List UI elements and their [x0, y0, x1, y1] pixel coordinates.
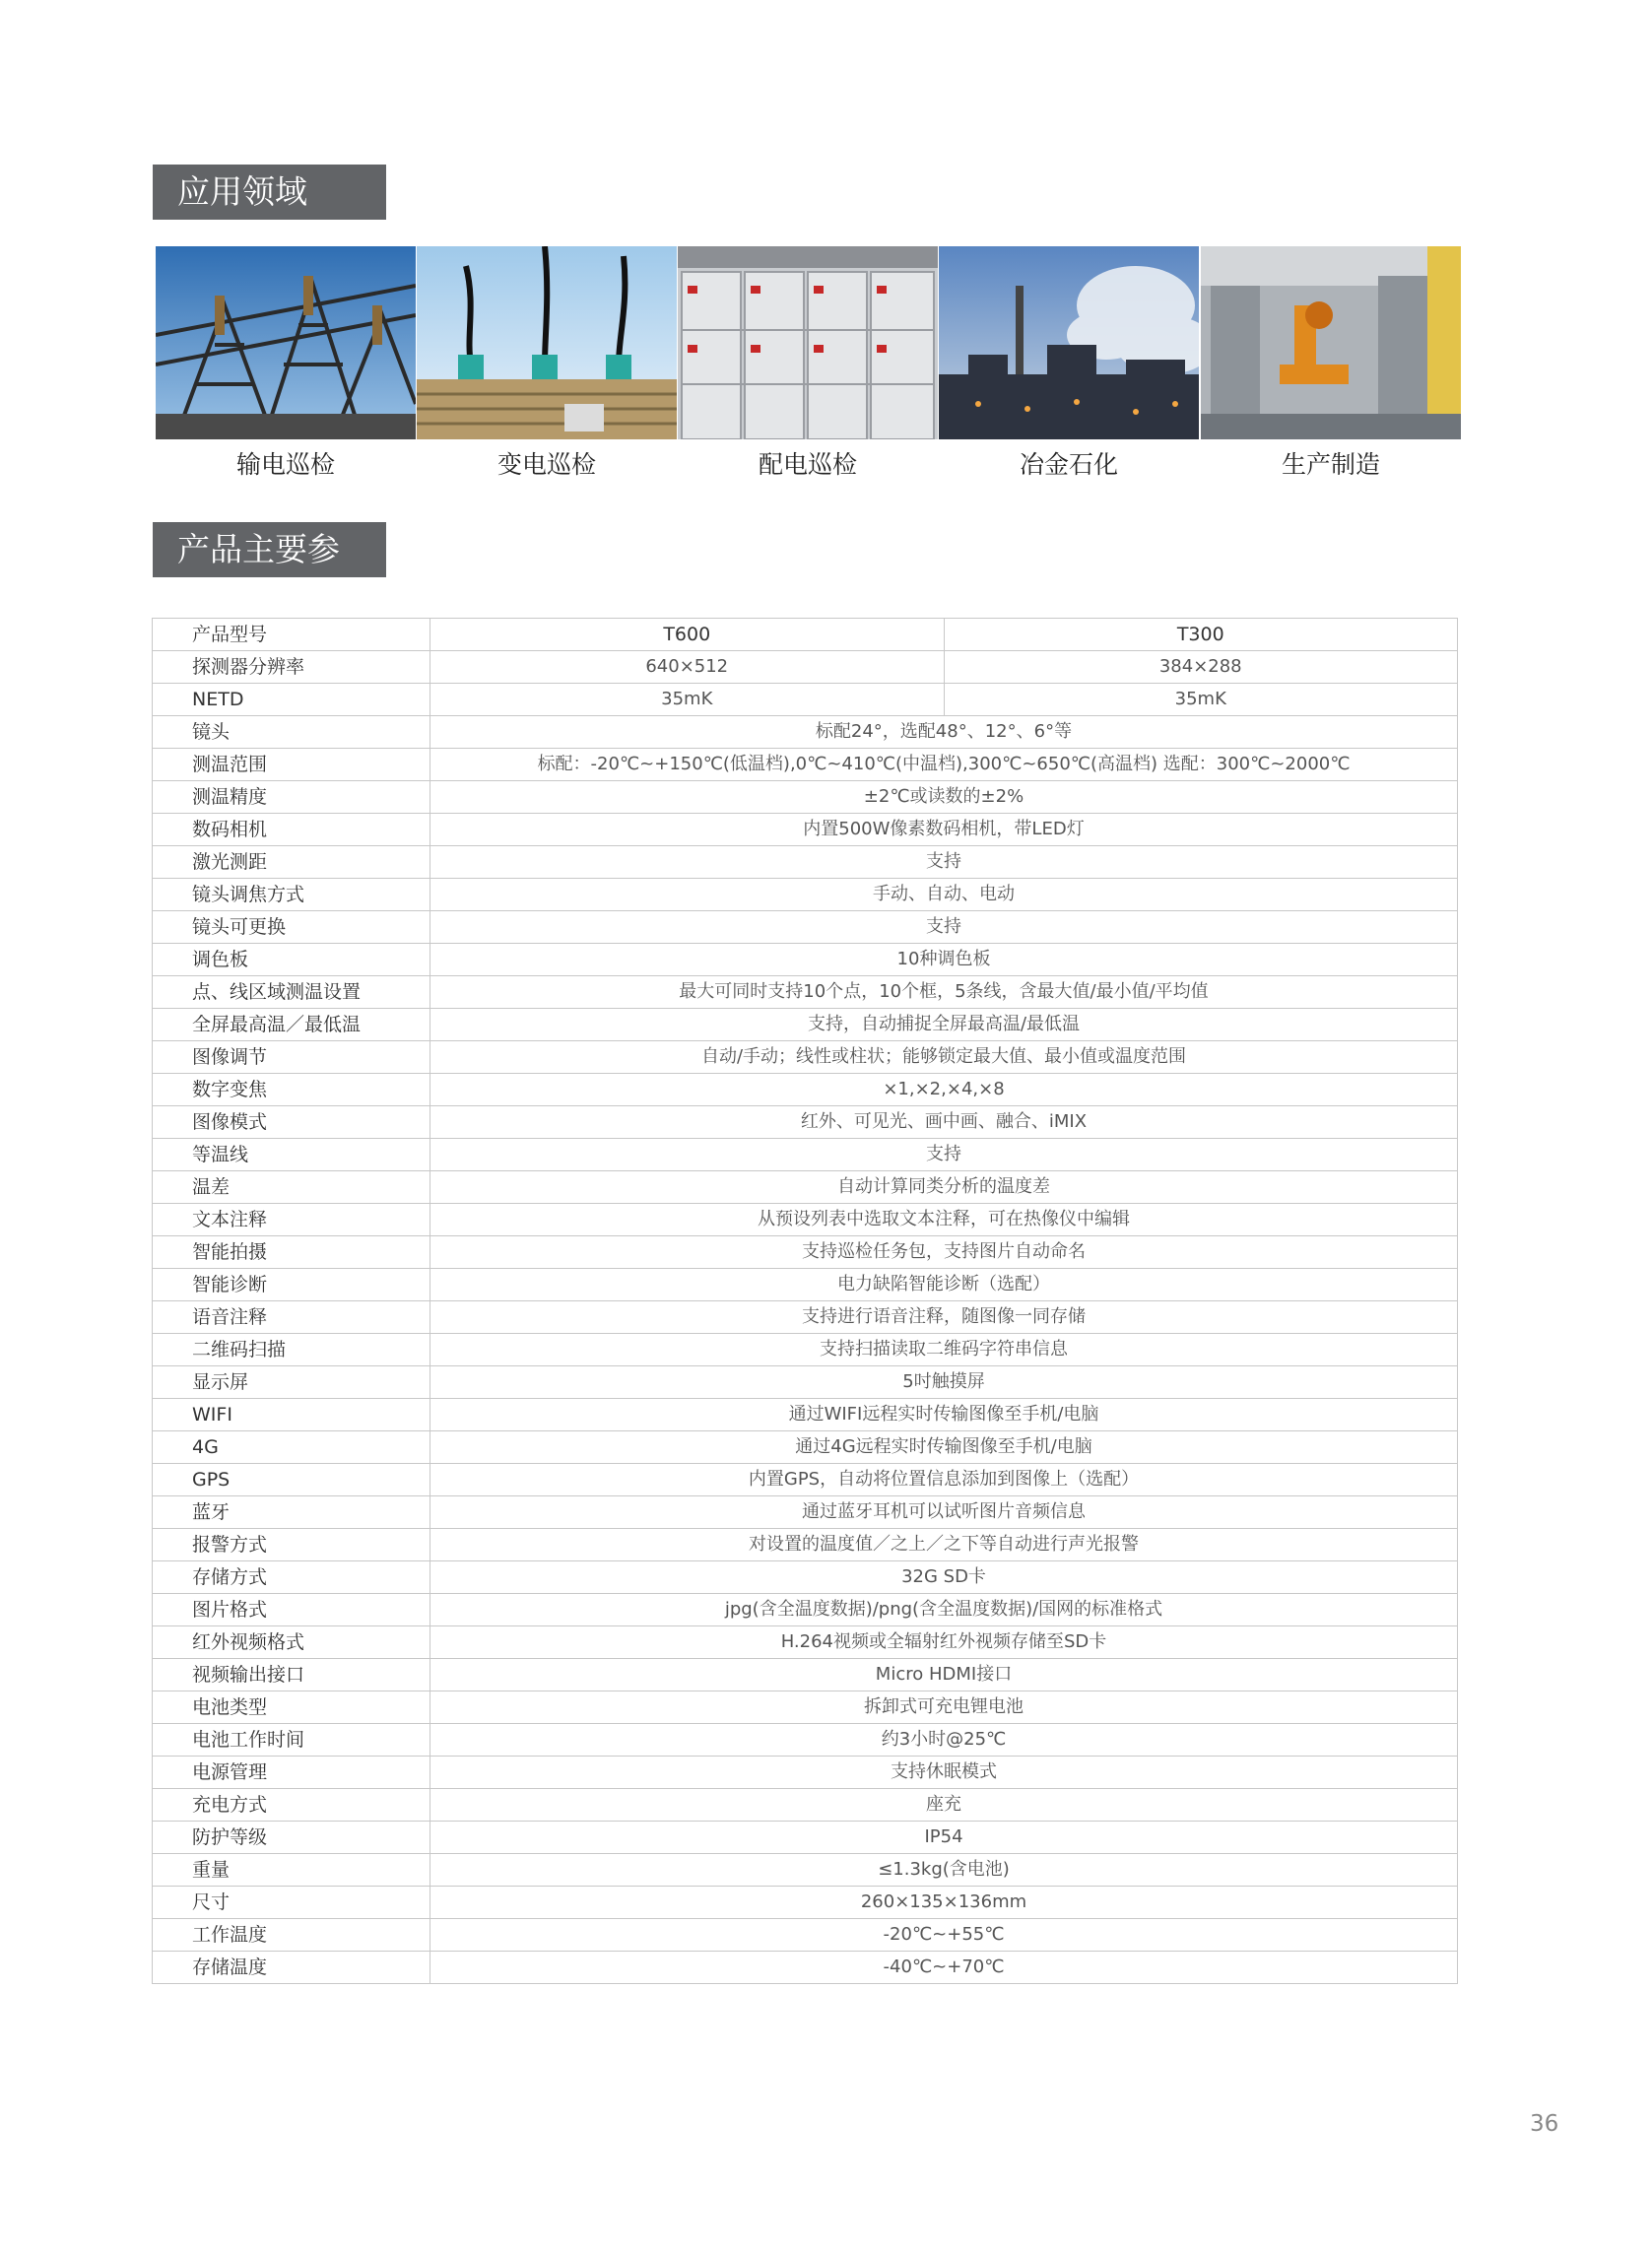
- model-t600: T600: [430, 619, 945, 651]
- table-row: [153, 879, 1458, 911]
- table-row: [153, 1236, 1458, 1269]
- param-name: 红外视频格式: [153, 1626, 430, 1659]
- param-name: 文本注释: [153, 1204, 430, 1236]
- param-name: 电池类型: [153, 1691, 430, 1724]
- param-value-t600: 640×512: [430, 651, 945, 684]
- param-name: 4G: [153, 1431, 430, 1464]
- param-value: 支持巡检任务包，支持图片自动命名: [430, 1236, 1458, 1269]
- table-row: [153, 1399, 1458, 1431]
- param-value: IP54: [430, 1822, 1458, 1854]
- param-value: 最大可同时支持10个点，10个框，5条线，含最大值/最小值/平均值: [430, 976, 1458, 1009]
- table-row: [153, 1366, 1458, 1399]
- param-value-t300: 384×288: [944, 651, 1458, 684]
- param-value: 拆卸式可充电锂电池: [430, 1691, 1458, 1724]
- table-row: [153, 716, 1458, 749]
- param-value: 通过WIFI远程实时传输图像至手机/电脑: [430, 1399, 1458, 1431]
- table-row: [153, 1626, 1458, 1659]
- param-name: 电池工作时间: [153, 1724, 430, 1757]
- param-value: 内置500W像素数码相机，带LED灯: [430, 814, 1458, 846]
- table-row: [153, 1009, 1458, 1041]
- application-label: 生产制造: [1281, 450, 1380, 479]
- param-name: 智能拍摄: [153, 1236, 430, 1269]
- param-value: 10种调色板: [430, 944, 1458, 976]
- param-name: WIFI: [153, 1399, 430, 1431]
- param-name: 数字变焦: [153, 1074, 430, 1106]
- application-item-distribution: [678, 246, 938, 488]
- param-name: 镜头可更换: [153, 911, 430, 944]
- metallurgy-petrochemical-photo: [939, 246, 1199, 439]
- param-name: 蓝牙: [153, 1496, 430, 1529]
- param-name: GPS: [153, 1464, 430, 1496]
- manufacturing-photo: [1201, 246, 1461, 439]
- model-t300: T300: [944, 619, 1458, 651]
- table-row: [153, 1952, 1458, 1984]
- applications-section-title: 应用领域: [153, 165, 386, 220]
- table-row: [153, 1919, 1458, 1952]
- param-name: 存储温度: [153, 1952, 430, 1984]
- applications-gallery: [156, 246, 1461, 488]
- table-row: [153, 976, 1458, 1009]
- substation-inspection-photo: [417, 246, 677, 439]
- param-name: 防护等级: [153, 1822, 430, 1854]
- application-item-substation: [417, 246, 677, 488]
- table-row: [153, 749, 1458, 781]
- param-name: 温差: [153, 1171, 430, 1204]
- table-row: [153, 1724, 1458, 1757]
- table-row: [153, 1301, 1458, 1334]
- param-name: 点、线区域测温设置: [153, 976, 430, 1009]
- transmission-inspection-photo: [156, 246, 416, 439]
- application-item-metallurgy: [939, 246, 1199, 488]
- param-value: 对设置的温度值／之上／之下等自动进行声光报警: [430, 1529, 1458, 1561]
- application-label: 输电巡检: [235, 450, 335, 479]
- param-name: 镜头: [153, 716, 430, 749]
- param-name: 语音注释: [153, 1301, 430, 1334]
- application-label: 配电巡检: [758, 450, 857, 479]
- param-value-t600: 35mK: [430, 684, 945, 716]
- param-value: 座充: [430, 1789, 1458, 1822]
- table-row: [153, 814, 1458, 846]
- param-value: 支持休眠模式: [430, 1757, 1458, 1789]
- param-name: 重量: [153, 1854, 430, 1887]
- param-value: 支持: [430, 1139, 1458, 1171]
- param-value: 电力缺陷智能诊断（选配）: [430, 1269, 1458, 1301]
- param-value: 32G SD卡: [430, 1561, 1458, 1594]
- param-value-t300: 35mK: [944, 684, 1458, 716]
- param-name: 全屏最高温／最低温: [153, 1009, 430, 1041]
- param-name: 充电方式: [153, 1789, 430, 1822]
- param-name: 镜头调焦方式: [153, 879, 430, 911]
- application-item-transmission: [156, 246, 416, 488]
- table-row: [153, 1757, 1458, 1789]
- param-name: 智能诊断: [153, 1269, 430, 1301]
- table-row: [153, 846, 1458, 879]
- table-row: [153, 619, 1458, 651]
- table-row: [153, 1269, 1458, 1301]
- application-label: 冶金石化: [1019, 450, 1118, 479]
- param-value: H.264视频或全辐射红外视频存储至SD卡: [430, 1626, 1458, 1659]
- param-name: 图像模式: [153, 1106, 430, 1139]
- param-value: Micro HDMI接口: [430, 1659, 1458, 1691]
- table-row: [153, 1594, 1458, 1626]
- table-row: [153, 1822, 1458, 1854]
- table-row: [153, 1691, 1458, 1724]
- param-name: 二维码扫描: [153, 1334, 430, 1366]
- table-row: [153, 1561, 1458, 1594]
- param-value: 支持扫描读取二维码字符串信息: [430, 1334, 1458, 1366]
- param-value: 5吋触摸屏: [430, 1366, 1458, 1399]
- param-value: 内置GPS，自动将位置信息添加到图像上（选配）: [430, 1464, 1458, 1496]
- param-value: 通过蓝牙耳机可以试听图片音频信息: [430, 1496, 1458, 1529]
- table-row: [153, 651, 1458, 684]
- param-name: 探测器分辨率: [153, 651, 430, 684]
- param-name: 报警方式: [153, 1529, 430, 1561]
- param-name: 视频输出接口: [153, 1659, 430, 1691]
- param-value: 手动、自动、电动: [430, 879, 1458, 911]
- param-name: 调色板: [153, 944, 430, 976]
- distribution-inspection-photo: [678, 246, 938, 439]
- application-item-manufacturing: [1201, 246, 1461, 488]
- param-value: 支持: [430, 846, 1458, 879]
- table-row: [153, 1789, 1458, 1822]
- param-value: 支持进行语音注释，随图像一同存储: [430, 1301, 1458, 1334]
- param-value: 约3小时@25℃: [430, 1724, 1458, 1757]
- table-row: [153, 1139, 1458, 1171]
- param-value: 标配24°，选配48°、12°、6°等: [430, 716, 1458, 749]
- param-name: 电源管理: [153, 1757, 430, 1789]
- param-value: jpg(含全温度数据)/png(含全温度数据)/国网的标准格式: [430, 1594, 1458, 1626]
- params-section-title: 产品主要参数: [153, 522, 386, 577]
- param-name: 显示屏: [153, 1366, 430, 1399]
- param-name: 测温精度: [153, 781, 430, 814]
- param-value: ±2℃或读数的±2%: [430, 781, 1458, 814]
- param-value: 支持，自动捕捉全屏最高温/最低温: [430, 1009, 1458, 1041]
- param-value: 自动计算同类分析的温度差: [430, 1171, 1458, 1204]
- table-row: [153, 1659, 1458, 1691]
- param-value: 从预设列表中选取文本注释，可在热像仪中编辑: [430, 1204, 1458, 1236]
- param-name: 图像调节: [153, 1041, 430, 1074]
- table-row: [153, 1041, 1458, 1074]
- table-row: [153, 911, 1458, 944]
- param-name: NETD: [153, 684, 430, 716]
- table-row: [153, 1887, 1458, 1919]
- table-row: [153, 1106, 1458, 1139]
- table-row: [153, 781, 1458, 814]
- param-name: 存储方式: [153, 1561, 430, 1594]
- param-name: 产品型号: [153, 619, 430, 651]
- param-value: 红外、可见光、画中画、融合、iMIX: [430, 1106, 1458, 1139]
- param-name: 图片格式: [153, 1594, 430, 1626]
- table-row: [153, 1171, 1458, 1204]
- param-value: -20℃~+55℃: [430, 1919, 1458, 1952]
- param-name: 数码相机: [153, 814, 430, 846]
- table-row: [153, 1204, 1458, 1236]
- param-value: ≤1.3kg(含电池): [430, 1854, 1458, 1887]
- param-value: ×1,×2,×4,×8: [430, 1074, 1458, 1106]
- table-row: [153, 1074, 1458, 1106]
- table-row: [153, 1431, 1458, 1464]
- param-value: 通过4G远程实时传输图像至手机/电脑: [430, 1431, 1458, 1464]
- param-value: 自动/手动；线性或柱状；能够锁定最大值、最小值或温度范围: [430, 1041, 1458, 1074]
- param-name: 激光测距: [153, 846, 430, 879]
- table-row: [153, 1464, 1458, 1496]
- table-row: [153, 1496, 1458, 1529]
- page-number: 36: [1530, 2111, 1559, 2137]
- param-value: -40℃~+70℃: [430, 1952, 1458, 1984]
- param-name: 等温线: [153, 1139, 430, 1171]
- table-row: [153, 1529, 1458, 1561]
- param-name: 测温范围: [153, 749, 430, 781]
- param-name: 工作温度: [153, 1919, 430, 1952]
- application-label: 变电巡检: [496, 450, 596, 479]
- table-row: [153, 944, 1458, 976]
- table-row: [153, 1854, 1458, 1887]
- param-name: 尺寸: [153, 1887, 430, 1919]
- param-value: 支持: [430, 911, 1458, 944]
- table-row: [153, 1334, 1458, 1366]
- spec-table: [152, 618, 1458, 1984]
- param-value: 260×135×136mm: [430, 1887, 1458, 1919]
- table-row: [153, 684, 1458, 716]
- param-value: 标配：-20℃~+150℃(低温档),0℃~410℃(中温档),300℃~650℃(高温档) 选配：300℃~2000℃: [430, 749, 1458, 781]
